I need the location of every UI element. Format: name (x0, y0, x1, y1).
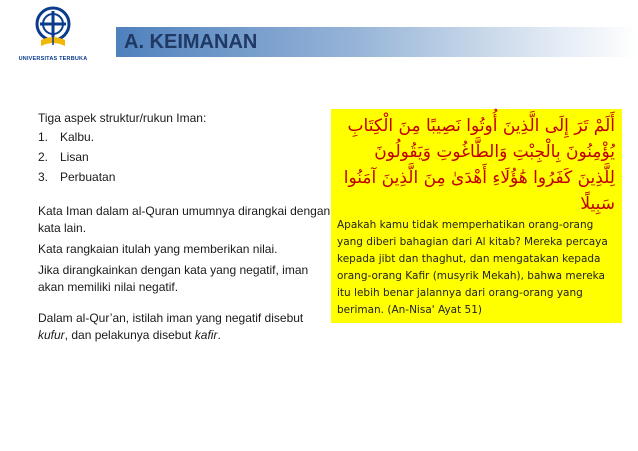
paragraph-2: Kata rangkaian itulah yang memberikan nilai. (38, 242, 278, 256)
list-text: Kalbu. (60, 130, 95, 144)
title-bar (116, 27, 638, 57)
term-kafir: kafir (194, 328, 218, 342)
list-number: 2. (38, 150, 49, 164)
paragraph-4 (38, 310, 336, 344)
term-kufur: kufur (38, 328, 65, 342)
university-emblem-icon (35, 6, 71, 52)
page-title: A. KEIMANAN (124, 31, 258, 53)
list-item (38, 149, 336, 166)
paragraph-4-part: Dalam al-Qur’an, istilah iman yang negatif disebut (38, 311, 304, 325)
list-item (38, 129, 336, 146)
paragraph-4-part: . (217, 328, 221, 342)
list-text: Lisan (60, 150, 89, 164)
quran-verse-box (331, 109, 622, 323)
list-item (38, 169, 336, 186)
logo-text: UNIVERSITAS TERBUKA (18, 56, 88, 62)
list-text: Perbuatan (60, 170, 116, 184)
university-logo (8, 6, 98, 70)
list-number: 3. (38, 170, 49, 184)
iman-aspects-list (38, 129, 336, 186)
arabic-verse: أَلَمْ تَرَ إِلَى الَّذِينَ أُوتُوا نَصِيبًا مِنَ الْكِتَابِ يُؤْمِنُونَ بِالْجِبْتِ وَالطَّاغُوتِ وَيَقُولُونَ لِلَّذِينَ كَفَرُوا هَٰؤُلَاءِ أَهْدَىٰ مِنَ الَّذِينَ آمَنُوا سَبِيلًا (343, 116, 615, 214)
verse-translation: Apakah kamu tidak memperhatikan orang-orang yang diberi bahagian dari Al kitab? Mereka percaya kepada jibt dan thaghut, dan mengatakan kepada orang-orang Kafir (musyrik Mekah), bahwa mereka itu lebih benar jalannya dari orang-orang yang beriman. (An-Nisa' Ayat 51) (337, 219, 608, 316)
paragraph-3: Jika dirangkainkan dengan kata yang negatif, iman akan memiliki nilai negatif. (38, 263, 309, 294)
paragraph-1: Kata Iman dalam al-Quran umumnya dirangkai dengan kata lain. (38, 204, 331, 235)
intro-text: Tiga aspek struktur/rukun Iman: (38, 111, 207, 125)
left-content (38, 110, 336, 344)
list-number: 1. (38, 130, 49, 144)
paragraph-4-part: , dan pelakunya disebut (64, 328, 195, 342)
